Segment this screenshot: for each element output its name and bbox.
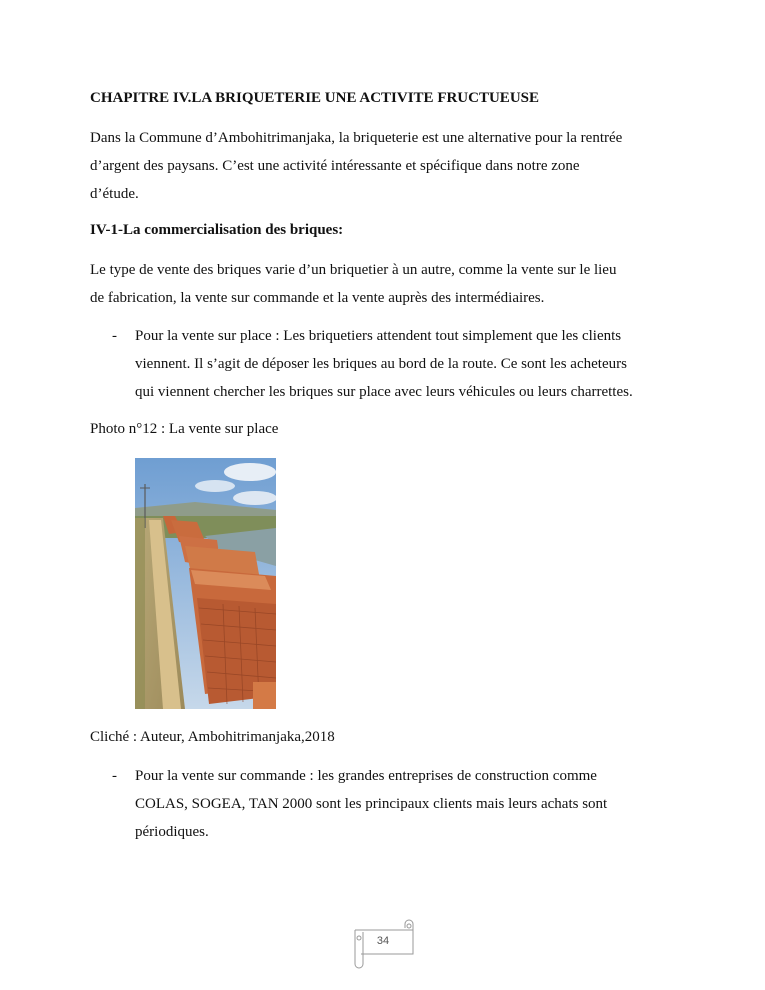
- bullet-text: [135, 762, 690, 846]
- bullet-line: Pour la vente sur place : Les briquetiers attendent tout simplement que les clients: [135, 328, 622, 344]
- chapter-title: CHAPITRE IV.LA BRIQUETERIE UNE ACTIVITE FRUCTUEUSE: [90, 90, 539, 106]
- page-number-scroll: [347, 918, 419, 970]
- section-title: IV-1-La commercialisation des briques:: [90, 222, 344, 238]
- bullet-text: [135, 322, 690, 406]
- bullet-marker: -: [112, 768, 117, 784]
- photo-label: Photo n°12 : La vente sur place: [90, 421, 279, 437]
- section-line: Le type de vente des briques varie d’un briquetier à un autre, comme la vente sur le lieu: [90, 262, 617, 278]
- photo-illustration: [135, 458, 276, 709]
- bullet-line: qui viennent chercher les briques sur place avec leurs véhicules ou leurs charrettes.: [135, 384, 633, 400]
- intro-line: Dans la Commune d’Ambohitrimanjaka, la briqueterie est une alternative pour la rentrée: [90, 130, 623, 146]
- intro-line: d’argent des paysans. C’est une activité intéressante et spécifique dans notre zone: [90, 158, 580, 174]
- bullet-line: COLAS, SOGEA, TAN 2000 sont les principaux clients mais leurs achats sont: [135, 796, 608, 812]
- bullet-line: Pour la vente sur commande : les grandes entreprises de construction comme: [135, 768, 597, 784]
- page-number: 34: [376, 935, 390, 947]
- brick-stack-photo: [135, 458, 276, 709]
- bullet-line: viennent. Il s’agit de déposer les briques au bord de la route. Ce sont les acheteurs: [135, 356, 627, 372]
- intro-paragraph: [90, 124, 690, 208]
- photo-credit: Cliché : Auteur, Ambohitrimanjaka,2018: [90, 729, 335, 745]
- bullet-marker: -: [112, 328, 117, 344]
- section-paragraph: [90, 256, 690, 312]
- intro-line: d’étude.: [90, 186, 139, 202]
- section-line: de fabrication, la vente sur commande et la vente auprès des intermédiaires.: [90, 290, 545, 306]
- bullet-line: périodiques.: [135, 824, 209, 840]
